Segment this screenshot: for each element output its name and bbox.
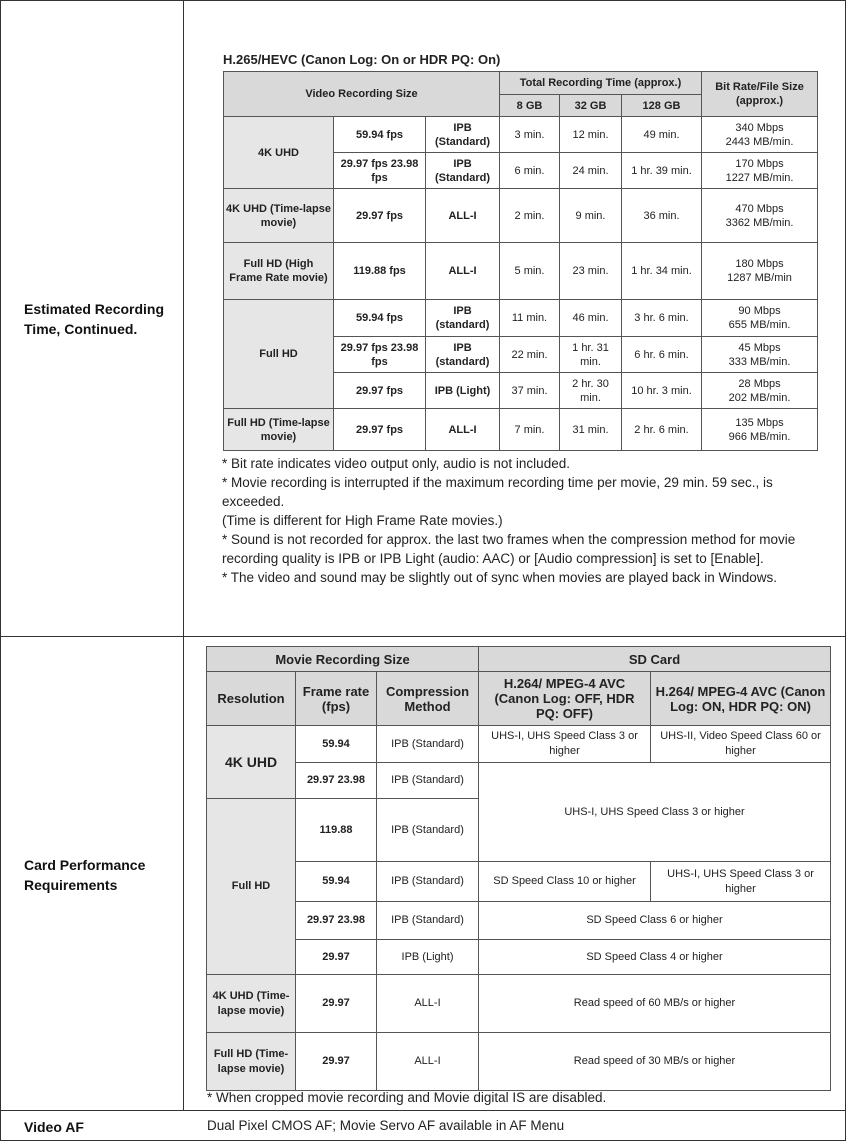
bitrate-cell [702, 243, 818, 300]
time-32gb-cell: 24 min. [560, 153, 622, 189]
header-8gb: 8 GB [500, 95, 560, 117]
header-h264-off: H.264/ MPEG-4 AVC (Canon Log: OFF, HDR PQ: OFF) [479, 672, 651, 726]
time-128gb-cell: 3 hr. 6 min. [622, 300, 702, 337]
header-sd-card: SD Card [479, 647, 831, 672]
bitrate-cell [702, 300, 818, 337]
bitrate-value: 28 Mbps [738, 377, 781, 390]
section-label-estimated: Estimated Recording Time, Continued. [24, 301, 165, 337]
time-128gb-cell: 10 hr. 3 min. [622, 373, 702, 409]
compression-cell: IPB (standard) [426, 300, 500, 337]
compression-cell: IPB (standard) [426, 337, 500, 373]
sd-both-cell: SD Speed Class 4 or higher [479, 940, 831, 975]
time-8gb-cell: 3 min. [500, 117, 560, 153]
time-128gb-cell: 49 min. [622, 117, 702, 153]
footnote: * The video and sound may be slightly out of sync when movies are played back in Windows. [222, 570, 778, 585]
table-title: H.265/HEVC (Canon Log: On or HDR PQ: On) [223, 52, 501, 67]
time-32gb-cell: 46 min. [560, 300, 622, 337]
compression-cell: IPB (Standard) [377, 862, 479, 902]
header-32gb: 32 GB [560, 95, 622, 117]
bitrate-cell [702, 117, 818, 153]
footnote: (Time is different for High Frame Rate movies.) [222, 513, 503, 528]
group-cell: Full HD (High Frame Rate movie) [224, 243, 334, 300]
bitrate-value: 170 Mbps [735, 157, 784, 170]
header-resolution: Resolution [207, 672, 296, 726]
group-cell: 4K UHD (Time-lapse movie) [207, 975, 296, 1033]
compression-cell: IPB (Standard) [377, 763, 479, 799]
header-movie-size: Movie Recording Size [207, 647, 479, 672]
bitrate-cell [702, 189, 818, 243]
sd-off-cell: SD Speed Class 10 or higher [479, 862, 651, 902]
fps-cell: 59.94 [296, 726, 377, 763]
time-128gb-cell: 36 min. [622, 189, 702, 243]
bitrate-value: 45 Mbps [738, 341, 781, 354]
footnote: * Bit rate indicates video output only, audio is not included. [222, 456, 570, 471]
card-requirements-table [206, 646, 831, 1091]
group-cell: Full HD [224, 300, 334, 409]
sd-both-cell: Read speed of 30 MB/s or higher [479, 1033, 831, 1091]
filesize-value: 655 MB/min. [728, 319, 791, 331]
time-32gb-cell: 1 hr. 31 min. [560, 337, 622, 373]
filesize-value: 202 MB/min. [728, 391, 791, 404]
time-8gb-cell: 7 min. [500, 409, 560, 451]
fps-cell: 29.97 [296, 975, 377, 1033]
compression-cell: IPB (Light) [426, 373, 500, 409]
time-32gb-cell: 2 hr. 30 min. [560, 373, 622, 409]
bitrate-value: 180 Mbps [735, 258, 784, 270]
bitrate-value: 135 Mbps [735, 416, 784, 429]
fps-cell: 29.97 [296, 940, 377, 975]
compression-cell: ALL-I [377, 1033, 479, 1091]
filesize-value: 966 MB/min. [728, 430, 791, 443]
fps-cell: 59.94 [296, 862, 377, 902]
recording-time-table [223, 71, 818, 451]
filesize-value: 3362 MB/min. [725, 216, 794, 229]
section-label-card: Card Performance Requirements [24, 857, 146, 893]
header-video-size: Video Recording Size [224, 72, 500, 117]
header-bitrate: Bit Rate/File Size (approx.) [702, 72, 818, 117]
compression-cell: IPB (Light) [377, 940, 479, 975]
time-32gb-cell: 9 min. [560, 189, 622, 243]
time-8gb-cell: 37 min. [500, 373, 560, 409]
fps-cell: 29.97 fps [334, 373, 426, 409]
fps-cell: 29.97 23.98 [296, 763, 377, 799]
compression-cell: IPB (Standard) [377, 799, 479, 862]
sd-on-cell: UHS-I, UHS Speed Class 3 or higher [651, 862, 831, 902]
af-value: Dual Pixel CMOS AF; Movie Servo AF available in AF Menu [207, 1118, 565, 1133]
footnote: * Sound is not recorded for approx. the last two frames when the compression method for movie recording quality is IPB or IPB Light (audio: AAC) or [Audio compression] is set to [Enable]. [222, 532, 796, 566]
fps-cell: 29.97 fps 23.98 fps [334, 153, 426, 189]
filesize-value: 1227 MB/min. [725, 171, 794, 184]
column-divider [183, 0, 184, 1110]
compression-cell: IPB (Standard) [377, 902, 479, 940]
bitrate-cell [702, 373, 818, 409]
header-h264-on: H.264/ MPEG-4 AVC (Canon Log: ON, HDR PQ: ON) [651, 672, 831, 726]
time-8gb-cell: 22 min. [500, 337, 560, 373]
sd-merged-cell: UHS-I, UHS Speed Class 3 or higher [479, 763, 831, 862]
bitrate-value: 470 Mbps [735, 202, 784, 215]
compression-cell: ALL-I [426, 243, 500, 300]
fps-cell: 59.94 fps [334, 117, 426, 153]
group-cell: Full HD (Time-lapse movie) [224, 409, 334, 451]
bitrate-value: 90 Mbps [738, 305, 781, 317]
row-divider [0, 1110, 846, 1111]
footnotes [222, 454, 822, 587]
fps-cell: 59.94 fps [334, 300, 426, 337]
row-divider [0, 636, 846, 637]
header-frame-rate: Frame rate (fps) [296, 672, 377, 726]
time-8gb-cell: 6 min. [500, 153, 560, 189]
bitrate-cell [702, 337, 818, 373]
group-cell: 4K UHD (Time-lapse movie) [224, 189, 334, 243]
filesize-value: 333 MB/min. [728, 355, 791, 368]
sd-both-cell: SD Speed Class 6 or higher [479, 902, 831, 940]
compression-cell: IPB (Standard) [426, 153, 500, 189]
time-8gb-cell: 2 min. [500, 189, 560, 243]
sd-on-cell: UHS-II, Video Speed Class 60 or higher [651, 726, 831, 763]
filesize-value: 1287 MB/min [727, 272, 792, 284]
compression-cell: ALL-I [377, 975, 479, 1033]
group-cell: Full HD [207, 799, 296, 975]
card-footnote: * When cropped movie recording and Movie digital IS are disabled. [207, 1090, 607, 1105]
compression-cell: ALL-I [426, 409, 500, 451]
fps-cell: 29.97 [296, 1033, 377, 1091]
fps-cell: 119.88 fps [334, 243, 426, 300]
fps-cell: 29.97 23.98 [296, 902, 377, 940]
time-8gb-cell: 5 min. [500, 243, 560, 300]
compression-cell: ALL-I [426, 189, 500, 243]
sd-off-cell: UHS-I, UHS Speed Class 3 or higher [479, 726, 651, 763]
header-128gb: 128 GB [622, 95, 702, 117]
header-total-time: Total Recording Time (approx.) [500, 72, 702, 95]
footnote: * Movie recording is interrupted if the maximum recording time per movie, 29 min. 59 sec., is exceeded. [222, 475, 773, 509]
header-compression: Compression Method [377, 672, 479, 726]
bitrate-cell [702, 409, 818, 451]
sd-both-cell: Read speed of 60 MB/s or higher [479, 975, 831, 1033]
group-cell: 4K UHD [224, 117, 334, 189]
time-32gb-cell: 23 min. [560, 243, 622, 300]
fps-cell: 29.97 fps [334, 409, 426, 451]
time-32gb-cell: 31 min. [560, 409, 622, 451]
time-128gb-cell: 1 hr. 34 min. [622, 243, 702, 300]
section-label-af: Video AF [24, 1119, 84, 1135]
filesize-value: 2443 MB/min. [725, 135, 794, 148]
fps-cell: 119.88 [296, 799, 377, 862]
group-cell: 4K UHD [207, 726, 296, 799]
compression-cell: IPB (Standard) [377, 726, 479, 763]
time-32gb-cell: 12 min. [560, 117, 622, 153]
time-8gb-cell: 11 min. [500, 300, 560, 337]
time-128gb-cell: 1 hr. 39 min. [622, 153, 702, 189]
fps-cell: 29.97 fps 23.98 fps [334, 337, 426, 373]
group-cell: Full HD (Time-lapse movie) [207, 1033, 296, 1091]
fps-cell: 29.97 fps [334, 189, 426, 243]
time-128gb-cell: 6 hr. 6 min. [622, 337, 702, 373]
bitrate-value: 340 Mbps [735, 121, 784, 134]
compression-cell: IPB (Standard) [426, 117, 500, 153]
time-128gb-cell: 2 hr. 6 min. [622, 409, 702, 451]
bitrate-cell [702, 153, 818, 189]
